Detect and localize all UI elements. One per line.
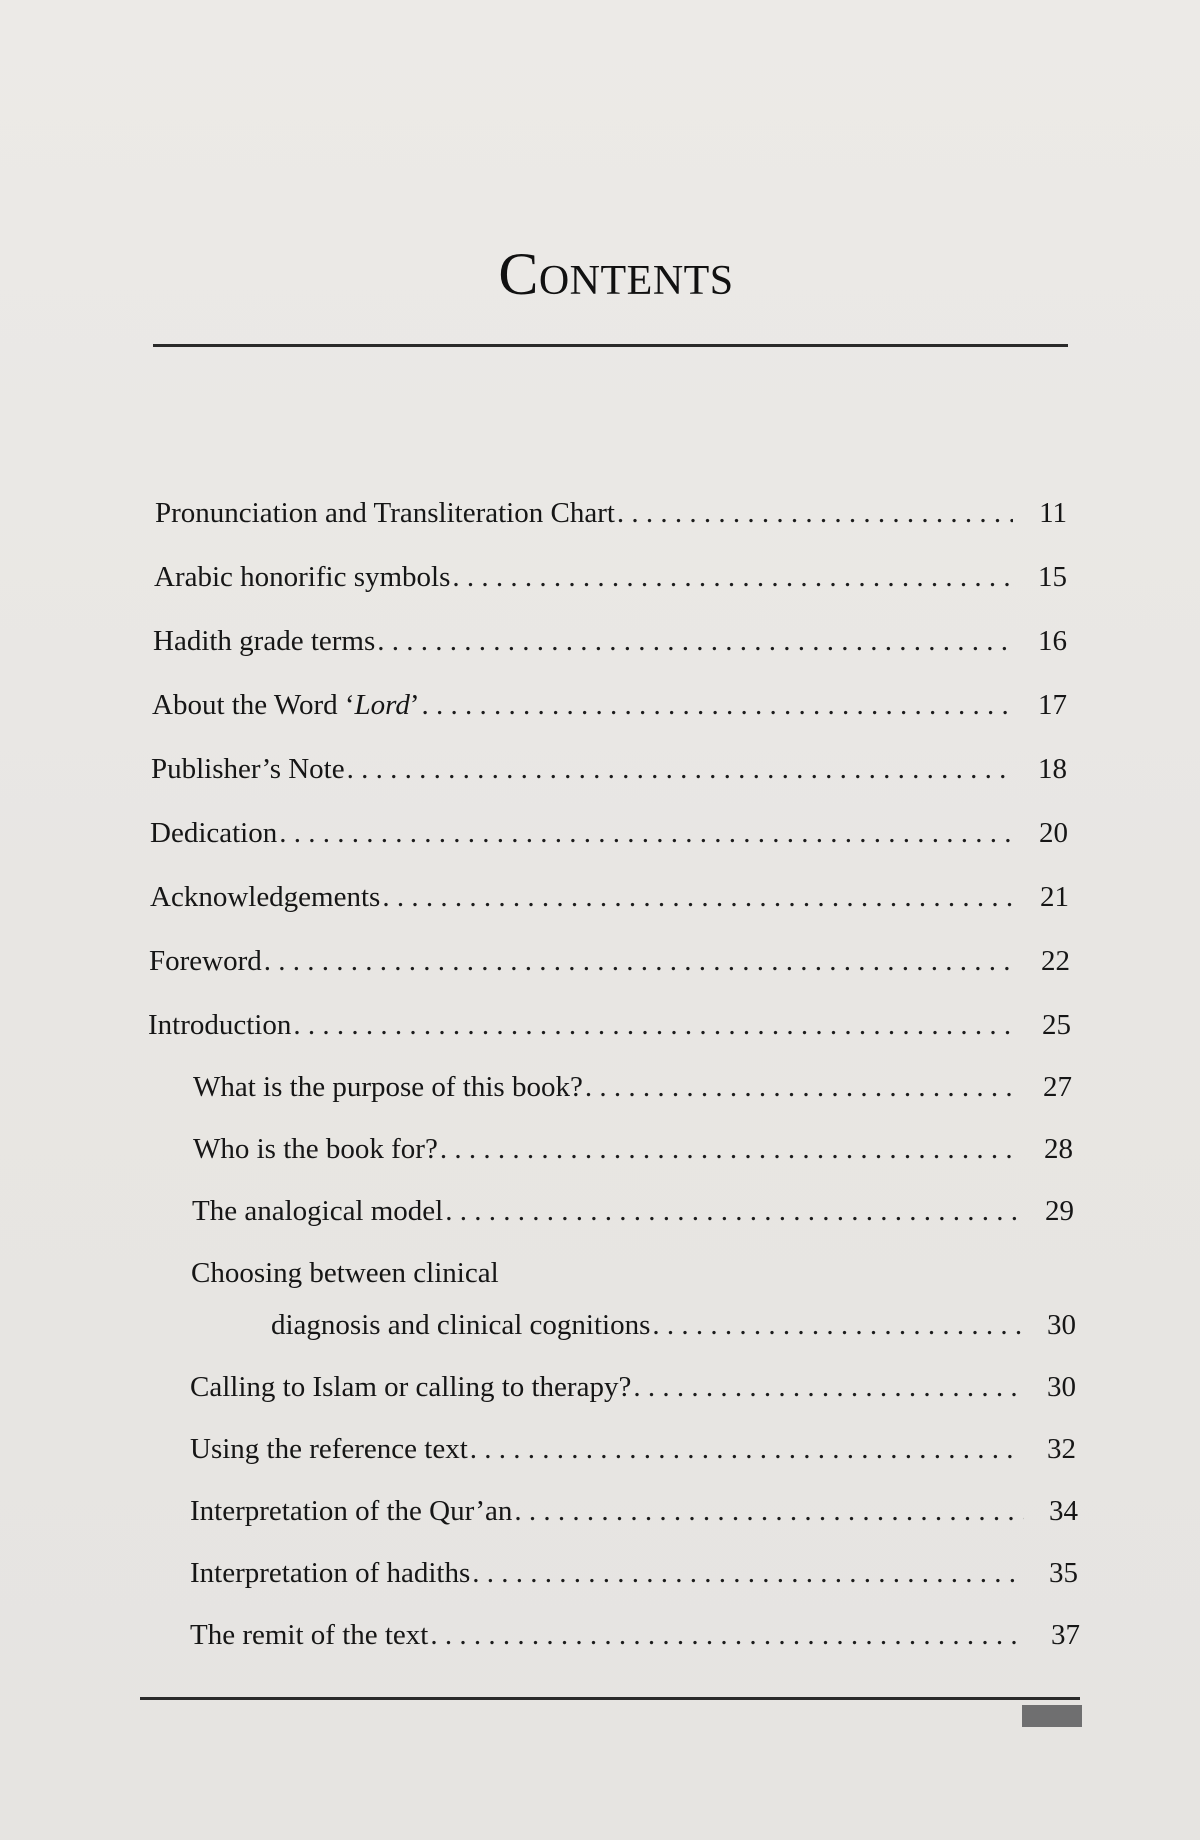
toc-entry-page: 20 [1039, 817, 1068, 849]
toc-entry [150, 817, 1068, 857]
toc-leader-dots [293, 1009, 1017, 1042]
toc-entry-page: 37 [1051, 1619, 1080, 1651]
toc-entry-page: 25 [1042, 1009, 1071, 1041]
toc-entry-page: 35 [1049, 1557, 1078, 1589]
toc-leader-dots [617, 497, 1013, 530]
toc-leader-dots [347, 753, 1013, 786]
toc-leader-dots [452, 561, 1013, 594]
toc-leader-dots [472, 1557, 1024, 1590]
toc-entry-page: 22 [1041, 945, 1070, 977]
toc-leader-dots [440, 1133, 1019, 1166]
toc-entry-page: 15 [1038, 561, 1067, 593]
toc-entry [190, 1619, 1080, 1659]
toc-entry-label: The analogical model [192, 1195, 444, 1227]
toc-entry-page: 18 [1038, 753, 1067, 785]
toc-entry-label: Acknowledgements [150, 881, 381, 913]
toc-entry [149, 945, 1070, 985]
toc-entry-page: 32 [1047, 1433, 1076, 1465]
toc-entry-page: 16 [1038, 625, 1067, 657]
toc-entry-label: The remit of the text [190, 1619, 429, 1651]
toc-entry-label: Using the reference text [190, 1433, 468, 1465]
toc-entry [190, 1495, 1078, 1535]
toc-entry [193, 1133, 1073, 1173]
toc-entry-label: Arabic honorific symbols [154, 561, 451, 593]
toc-leader-dots [514, 1495, 1024, 1528]
toc-entry-label: Interpretation of hadiths [190, 1557, 471, 1589]
toc-entry-label: Dedication [150, 817, 278, 849]
toc-entry-label: Interpretation of the Qur’an [190, 1495, 513, 1527]
toc-entry-label: Foreword [149, 945, 262, 977]
toc-entry-page: 34 [1049, 1495, 1078, 1527]
toc-entry [154, 561, 1067, 601]
toc-entry-label: Hadith grade terms [153, 625, 376, 657]
toc-entry [148, 1009, 1071, 1049]
toc-entry [190, 1433, 1076, 1473]
toc-entry-page: 21 [1040, 881, 1069, 913]
toc-entry-page: 29 [1045, 1195, 1074, 1227]
toc-entry-label: Calling to Islam or calling to therapy? [190, 1371, 632, 1403]
toc-entry [190, 1371, 1076, 1411]
toc-entry [151, 753, 1067, 793]
page-title: Contents [498, 241, 734, 307]
toc-entry [150, 881, 1069, 921]
toc-leader-dots [445, 1195, 1020, 1228]
toc-entry-label: Introduction [148, 1009, 292, 1041]
toc-entry-page: 27 [1043, 1071, 1072, 1103]
toc-entry-page: 11 [1039, 497, 1067, 529]
toc-entry [193, 1071, 1072, 1111]
toc-entry [271, 1309, 1076, 1349]
toc-leader-dots [633, 1371, 1022, 1404]
toc-entry-label: Publisher’s Note [151, 753, 345, 785]
toc-leader-dots [382, 881, 1015, 914]
toc-entry-label: What is the purpose of this book? [193, 1071, 583, 1103]
toc-leader-dots [422, 689, 1013, 722]
toc-leader-dots [264, 945, 1016, 978]
toc-entry-label [152, 689, 420, 722]
toc-entry-label: Pronunciation and Transliteration Chart [155, 497, 615, 529]
toc-entry-page: 30 [1047, 1309, 1076, 1341]
toc-leader-dots [279, 817, 1014, 850]
toc-leader-dots [470, 1433, 1022, 1466]
toc-entry-label-prefix: About the Word ‘ [152, 689, 355, 721]
toc-entry-label-emphasis: Lord [354, 689, 410, 721]
toc-entry-label-suffix: ’ [409, 689, 420, 721]
toc-entry-page: 17 [1038, 689, 1067, 721]
toc-entry [192, 1195, 1074, 1235]
toc-entry [153, 625, 1067, 665]
toc-entry-label-line2: diagnosis and clinical cognitions [271, 1309, 651, 1341]
toc-leader-dots [585, 1071, 1018, 1104]
toc-leader-dots [377, 625, 1013, 658]
footer-rule [140, 1697, 1080, 1700]
toc-entry-label: Who is the book for? [193, 1133, 438, 1165]
toc-entry [190, 1557, 1078, 1597]
toc-leader-dots [430, 1619, 1026, 1652]
toc-entry-label-line1: Choosing between clinical [191, 1257, 499, 1289]
toc-entry-page: 28 [1044, 1133, 1073, 1165]
toc-entry-page: 30 [1047, 1371, 1076, 1403]
toc-leader-dots [652, 1309, 1022, 1342]
footer-marker [1022, 1705, 1082, 1727]
toc-entry [152, 689, 1067, 729]
toc-entry [155, 497, 1067, 537]
